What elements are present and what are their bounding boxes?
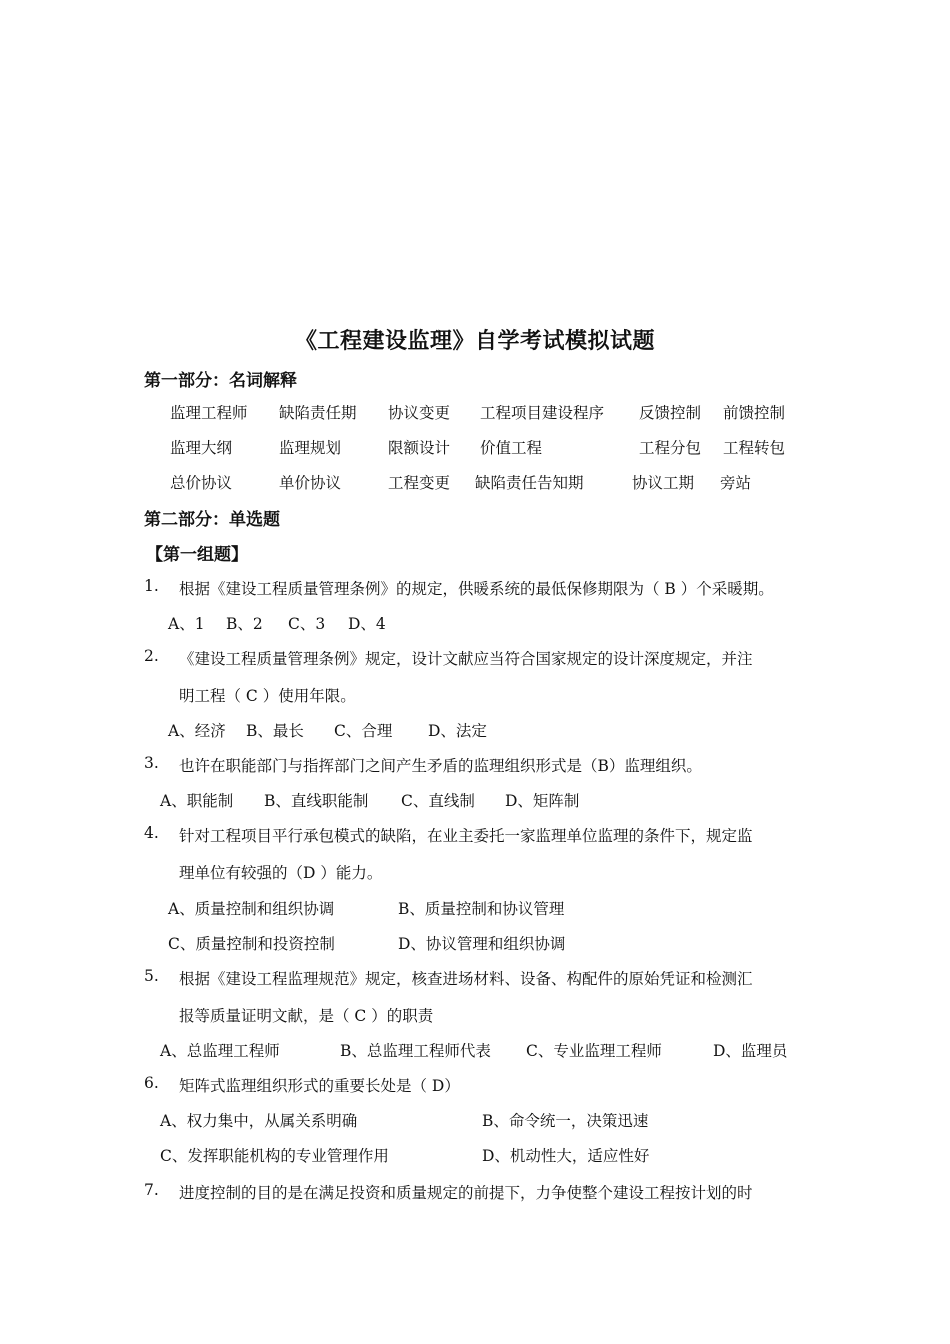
term: 反馈控制 xyxy=(639,404,702,422)
group-heading: 【第一组题】 xyxy=(146,545,248,565)
option: B、2 xyxy=(226,615,263,633)
question-text: 根据《建设工程质量管理条例》的规定，供暖系统的最低保修期限为（ B ）个采暖期。 xyxy=(179,580,774,598)
question-text: 明工程（ C ）使用年限。 xyxy=(179,687,356,705)
option: B、最长 xyxy=(246,722,304,740)
option: B、总监理工程师代表 xyxy=(340,1042,491,1060)
option: C、合理 xyxy=(334,722,393,740)
option: B、命令统一，决策迅速 xyxy=(482,1112,649,1130)
option: B、直线职能制 xyxy=(264,792,369,810)
question-number: 5. xyxy=(144,967,159,985)
question-text: 进度控制的目的是在满足投资和质量规定的前提下，力争使整个建设工程按计划的时 xyxy=(179,1184,753,1202)
question-number: 6. xyxy=(144,1074,159,1092)
question-number: 7. xyxy=(144,1181,159,1199)
question-text: 也许在职能部门与指挥部门之间产生矛盾的监理组织形式是（B）监理组织。 xyxy=(179,757,702,775)
term: 价值工程 xyxy=(480,439,543,457)
question-number: 3. xyxy=(144,754,159,772)
option: A、权力集中，从属关系明确 xyxy=(160,1112,358,1130)
term: 监理规划 xyxy=(279,439,342,457)
term: 缺陷责任期 xyxy=(279,404,357,422)
part2-heading: 第二部分：单选题 xyxy=(144,510,280,530)
option: A、经济 xyxy=(168,722,226,740)
option: B、质量控制和协议管理 xyxy=(398,900,565,918)
term: 缺陷责任告知期 xyxy=(475,474,584,492)
term: 总价协议 xyxy=(170,474,233,492)
term: 工程分包 xyxy=(639,439,702,457)
term: 协议变更 xyxy=(388,404,451,422)
question-number: 1. xyxy=(144,577,159,595)
term: 协议工期 xyxy=(632,474,695,492)
part1-heading: 第一部分：名词解释 xyxy=(144,371,297,391)
option: D、协议管理和组织协调 xyxy=(398,935,566,953)
option: D、4 xyxy=(348,615,386,633)
question-text: 针对工程项目平行承包模式的缺陷，在业主委托一家监理单位监理的条件下，规定监 xyxy=(179,827,753,845)
option: D、监理员 xyxy=(713,1042,788,1060)
term: 监理大纲 xyxy=(170,439,233,457)
term: 工程变更 xyxy=(388,474,451,492)
option: C、质量控制和投资控制 xyxy=(168,935,335,953)
option: A、1 xyxy=(168,615,205,633)
term: 单价协议 xyxy=(279,474,342,492)
option: A、职能制 xyxy=(160,792,234,810)
page-title: 《工程建设监理》自学考试模拟试题 xyxy=(294,328,655,354)
question-text: 报等质量证明文献，是（ C ）的职责 xyxy=(179,1007,434,1025)
option: A、总监理工程师 xyxy=(160,1042,280,1060)
option: D、法定 xyxy=(428,722,487,740)
question-text: 《建设工程质量管理条例》规定，设计文献应当符合国家规定的设计深度规定，并注 xyxy=(179,650,753,668)
option: C、发挥职能机构的专业管理作用 xyxy=(160,1147,389,1165)
term: 监理工程师 xyxy=(170,404,248,422)
question-number: 2. xyxy=(144,647,159,665)
option: D、机动性大，适应性好 xyxy=(482,1147,650,1165)
term: 旁站 xyxy=(720,474,752,492)
term: 限额设计 xyxy=(388,439,451,457)
question-number: 4. xyxy=(144,824,159,842)
question-text: 矩阵式监理组织形式的重要长处是（ D） xyxy=(179,1077,460,1095)
option: C、专业监理工程师 xyxy=(526,1042,662,1060)
term: 工程项目建设程序 xyxy=(480,404,605,422)
question-text: 根据《建设工程监理规范》规定，核查进场材料、设备、构配件的原始凭证和检测汇 xyxy=(179,970,753,988)
question-text: 理单位有较强的（D ）能力。 xyxy=(179,864,383,882)
option: A、质量控制和组织协调 xyxy=(168,900,335,918)
option: D、矩阵制 xyxy=(505,792,580,810)
term: 工程转包 xyxy=(723,439,786,457)
term: 前馈控制 xyxy=(723,404,786,422)
option: C、3 xyxy=(288,615,326,633)
option: C、直线制 xyxy=(401,792,475,810)
